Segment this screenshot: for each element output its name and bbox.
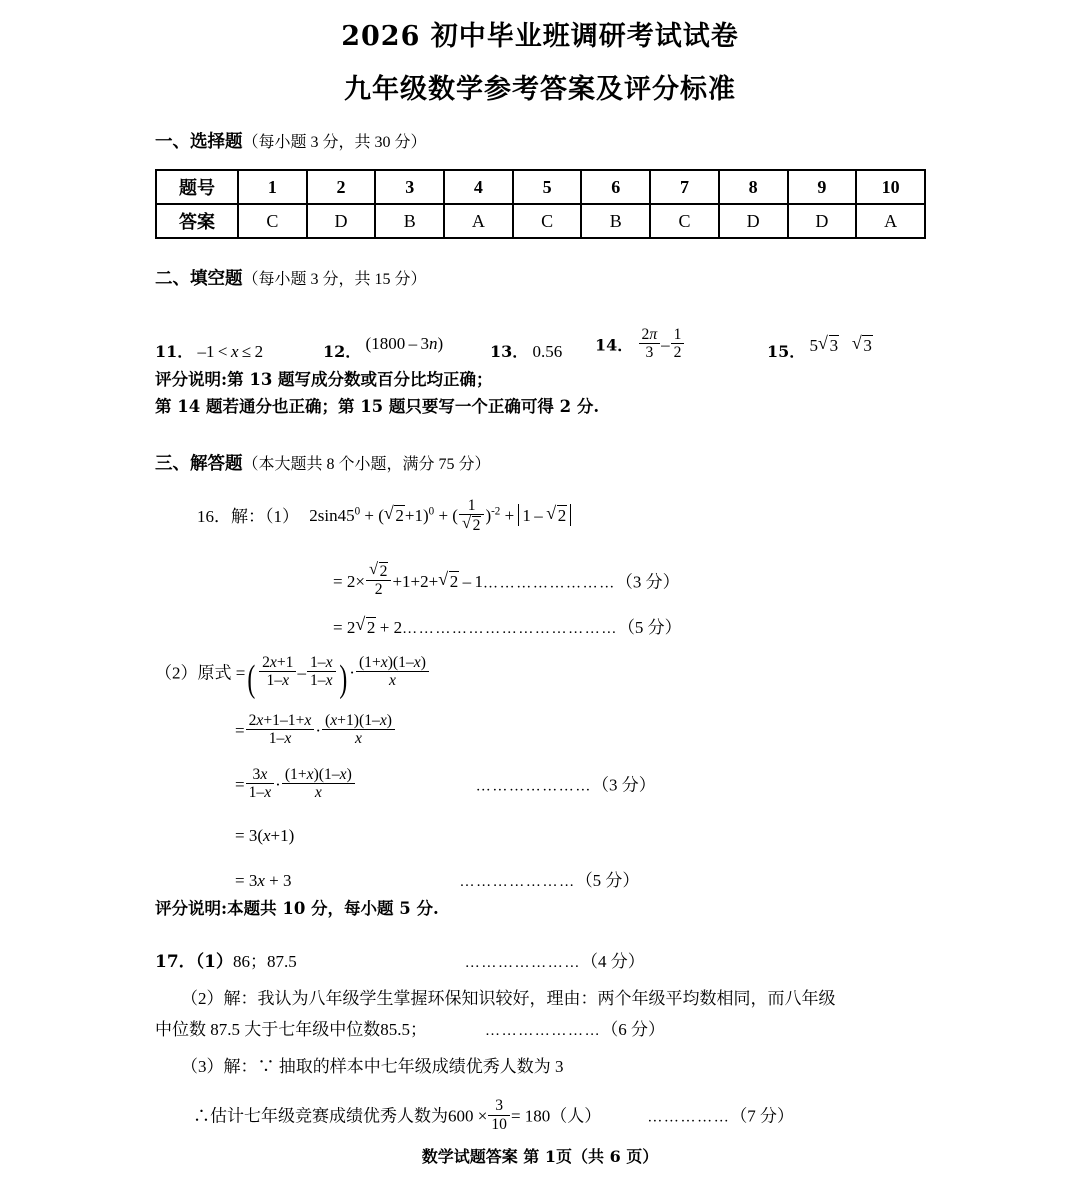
fill-item-14 (595, 326, 685, 362)
table-cell-qnum: 3 (375, 170, 444, 204)
section1-heading (155, 128, 1080, 153)
q16-part2-line-3-dots: ………………… (475, 778, 592, 795)
table-cell-qnum: 1 (238, 170, 307, 204)
q16-part2-line-5-dots: ………………… (459, 873, 576, 890)
table-row-header-answer: 答案 (156, 204, 238, 238)
q17-line-3-text: 中位数 87.5 大于七年级中位数85.5； (155, 1020, 427, 1040)
section3-heading (155, 450, 1080, 475)
table-cell-qnum: 4 (444, 170, 513, 204)
table-cell-answer: A (444, 204, 513, 238)
fill-item-12-number: 12． (323, 342, 362, 361)
q16-line-3 (155, 613, 1080, 638)
table-cell-qnum: 7 (650, 170, 719, 204)
fill-item-12-answer: (1800 – 3n) (365, 334, 444, 353)
table-row-answers (156, 204, 925, 238)
answer-table-wrap (155, 169, 1080, 239)
answer-sheet-page (0, 8, 1080, 1185)
q17-line-1-dots: ………………… (464, 955, 581, 972)
table-row-header-number: 题号 (156, 170, 238, 204)
q16-line-3-dots: ………………………………… (402, 620, 618, 637)
section2-note-line1: 评分说明:第 13 题写成分数或百分比均正确； (155, 370, 493, 389)
page-title-line1: 2026 初中毕业班调研考试试卷 (341, 21, 739, 52)
q16-part2-expr-5: = 3x + 3 (235, 870, 292, 890)
q17-line-3-score: （6 分） (601, 1020, 665, 1040)
fill-item-14-number: 14． (595, 335, 634, 355)
q17-fraction-numerator: 3 (488, 1097, 510, 1116)
table-cell-qnum: 10 (856, 170, 925, 204)
table-cell-answer: C (513, 204, 582, 238)
table-cell-answer: B (581, 204, 650, 238)
table-cell-answer: D (719, 204, 788, 238)
table-cell-answer: C (238, 204, 307, 238)
fill-item-15 (767, 336, 873, 362)
section3-heading-label: 三、解答题 (155, 453, 243, 474)
q16-part2-expr-inner: $\frac{2x+1}{1-x}$ – $\frac{1-x}{1-x}$ (258, 663, 336, 682)
q16-line-2-dots: …………………… (483, 575, 616, 592)
fill-item-13-answer: 0.56 (532, 342, 563, 361)
q17-line-1 (155, 947, 1080, 972)
q17-line-1-value: 86；87.5 (233, 952, 297, 972)
q17-line-5-dots: …………… (647, 1109, 731, 1126)
q16-note: 评分说明:本题共 10 分，每小题 5 分. (155, 898, 439, 918)
right-paren-glyph: ) (338, 658, 347, 701)
fill-item-13 (490, 339, 562, 362)
fill-item-11-answer: –1 < x ≤ 2 (197, 342, 264, 361)
q17-line-5-prefix: ∴估计七年级竞赛成绩优秀人数为600 × (193, 1106, 488, 1126)
table-cell-qnum: 8 (719, 170, 788, 204)
table-cell-qnum: 5 (513, 170, 582, 204)
q17-line-5-score: （7 分） (730, 1106, 795, 1126)
table-cell-qnum: 6 (581, 170, 650, 204)
fill-item-14-answer: $\frac{2\pi}{3}$ – $\frac{1}{2}$ (638, 335, 686, 354)
q16-part2-line-2 (155, 712, 1080, 748)
fill-item-15-answer: 5 √ 3 √ 3 (810, 336, 873, 355)
section2-note-line2: 第 14 题若通分也正确；第 15 题只要写一个正确可得 2 分. (155, 396, 600, 416)
q16-part2-line-3-score: （3 分） (592, 775, 656, 795)
table-cell-qnum: 2 (307, 170, 376, 204)
table-cell-answer: A (856, 204, 925, 238)
q16-line-1 (155, 497, 1080, 535)
q16-part2-line-5 (155, 866, 1080, 891)
q16-part2-line-4 (155, 826, 1080, 846)
section1-heading-note: （每小题 3 分，共 30 分） (242, 134, 427, 151)
q17-line-3-dots: ………………… (485, 1023, 602, 1040)
q16-line-3-score: （5 分） (617, 617, 682, 637)
table-cell-qnum: 9 (788, 170, 857, 204)
q16-line-2 (155, 561, 1080, 599)
section3-heading-note: （本大题共 8 个小题，满分 75 分） (242, 455, 491, 473)
q17-line-3 (155, 1015, 1080, 1040)
fill-item-15-number: 15． (767, 342, 806, 361)
q17-line-5-suffix: = 180（人） (510, 1106, 602, 1126)
q16-expression-1: $2\sin 45^0$ + ( √ 2+1)$^0$ + ( 1 √ 2 )$^{-2}$ + 1 – √ 2 (309, 506, 571, 525)
q16-part2-expr-3: = $\frac{3x}{1-x}$ · $\frac{(1+x)(1-x)}{x}$ (235, 775, 356, 794)
fill-item-11-number: 11． (155, 342, 194, 361)
q17-label: 17．（1） (155, 952, 233, 973)
q17-line-5 (155, 1097, 1080, 1133)
table-cell-answer: D (307, 204, 376, 238)
q16-part2-expr-tail: · $\frac{(1+x)(1-x)}{x}$ (349, 663, 430, 682)
q17-line-1-score: （4 分） (580, 952, 645, 972)
table-cell-answer: C (650, 204, 719, 238)
fill-item-12 (323, 334, 444, 362)
q16-part2-line-5-score: （5 分） (575, 870, 640, 890)
table-row-numbers (156, 170, 925, 204)
table-cell-answer: D (788, 204, 857, 238)
fill-item-11 (155, 339, 263, 362)
section2-heading-label: 二、填空题 (155, 269, 243, 289)
fill-in-answers-row (155, 318, 1080, 362)
section1-heading-label: 一、选择题 (155, 132, 243, 152)
q16-part2-expr-2: = $\frac{2x+1-1+x}{1-x}$ · $\frac{(x+1)(1-x)}{x}$ (235, 721, 396, 740)
q17-fraction-denominator: 10 (491, 1115, 507, 1133)
q17-line-4: （3）解：∵ 抽取的样本中七年级成绩优秀人数为 3 (181, 1057, 564, 1077)
section2-heading-note: （每小题 3 分，共 15 分） (242, 271, 427, 288)
q16-part2-line-1 (155, 653, 1080, 701)
q16-expression-3: = 2 √ 2 + 2 (333, 618, 402, 637)
table-cell-answer: B (375, 204, 444, 238)
question-17 (155, 947, 1080, 1133)
q17-fraction (488, 1097, 510, 1133)
choice-answer-table (155, 169, 926, 239)
section2-heading (155, 265, 1080, 290)
fill-item-13-number: 13． (490, 342, 529, 361)
q16-part2-label: （2）原式 = (155, 663, 246, 683)
q16-line-2-score: （3 分） (615, 572, 680, 592)
q16-label: 16．解：（1） (197, 506, 299, 526)
page-title-line2: 九年级数学参考答案及评分标准 (344, 74, 736, 105)
q16-expression-2: = 2× √ $\frac{2}{2}$ +1+2+ √ 2 – 1 (333, 572, 483, 591)
q16-part2-line-3 (155, 766, 1080, 802)
page-footer: 数学试题答案 第 1页（共 6 页） (421, 1147, 659, 1166)
left-paren-glyph: ( (247, 658, 256, 701)
q16-part2-expr-4: = 3(x+1) (235, 825, 295, 845)
q17-line-2: （2）解：我认为八年级学生掌握环保知识较好，理由：两个年级平均数相同，而八年级 (181, 989, 836, 1009)
question-16 (155, 497, 1080, 891)
